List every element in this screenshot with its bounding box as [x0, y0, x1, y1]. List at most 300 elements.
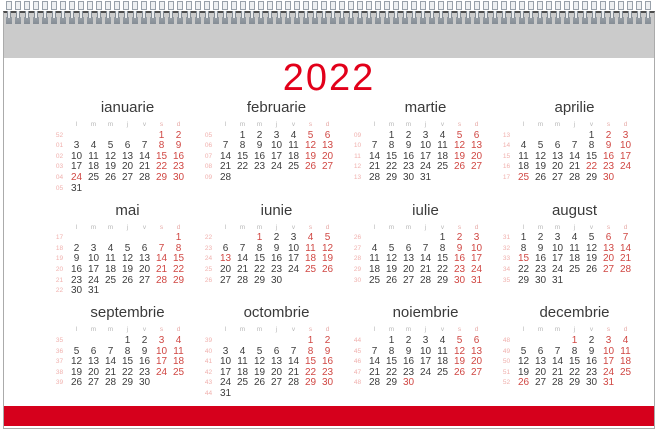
day-header: j: [573, 326, 576, 334]
day-cell: [366, 336, 383, 347]
day-cell: 22: [385, 161, 398, 173]
day-header: m: [554, 121, 561, 128]
day-cell: [302, 389, 319, 400]
day-cell: 15: [385, 356, 398, 368]
day-cell: 22: [172, 264, 185, 276]
day-cell: 3: [73, 140, 80, 152]
month-grid: [498, 223, 634, 287]
day-cell: 9: [588, 345, 595, 357]
day-cell: 15: [236, 150, 249, 162]
day-cell: 15: [121, 356, 134, 368]
day-cell: 3: [290, 232, 297, 244]
day-cell: 8: [256, 242, 263, 254]
week-number: 44: [353, 336, 362, 344]
month-septembrie: [51, 303, 187, 406]
day-cell: 3: [422, 129, 429, 141]
wire-loop: [123, 0, 129, 25]
month-noiembrie: [349, 303, 485, 406]
month-title: ianuarie: [100, 99, 155, 116]
month-grid: [51, 223, 187, 297]
day-header: m: [405, 223, 412, 231]
day-cell: [68, 336, 85, 347]
wire-loop: [96, 0, 102, 25]
day-cell: 21: [138, 161, 151, 173]
week-number-header: [200, 223, 217, 234]
calendar-sheet: [3, 11, 655, 429]
day-cell: 28: [419, 274, 432, 286]
day-header: s: [606, 326, 611, 334]
day-header: l: [224, 326, 227, 334]
day-header: m: [90, 121, 97, 128]
day-cell: 18: [517, 161, 530, 173]
day-cell: 6: [405, 242, 412, 254]
day-cell: 2: [537, 232, 544, 244]
day-cell: 10: [551, 242, 564, 254]
day-cell: 18: [619, 356, 632, 368]
wire-loop: [573, 0, 579, 25]
day-cell: [600, 276, 617, 287]
day-cell: 24: [87, 274, 100, 286]
day-cell: 8: [388, 345, 395, 357]
day-cell: 28: [568, 171, 581, 183]
month-title: iulie: [412, 201, 439, 219]
week-number: 13: [353, 173, 362, 181]
week-number: 39: [55, 379, 64, 387]
day-cell: 28: [287, 377, 300, 389]
month-grid: [349, 325, 485, 389]
day-cell: 29: [385, 171, 398, 183]
wire-loop: [303, 0, 309, 25]
week-number: 01: [55, 142, 64, 150]
wire-loop: [600, 0, 606, 25]
day-header: j: [424, 223, 427, 231]
day-cell: 2: [256, 129, 263, 141]
day-header: v: [291, 326, 296, 334]
day-cell: [136, 286, 153, 297]
week-number: 24: [204, 255, 213, 263]
day-cell: 9: [73, 253, 80, 265]
day-header: j: [275, 326, 278, 334]
day-cell: [285, 389, 302, 400]
day-cell: 7: [141, 140, 148, 152]
day-header: d: [474, 326, 479, 334]
day-cell: 22: [121, 366, 134, 378]
day-cell: [217, 336, 234, 347]
day-header: d: [623, 223, 628, 231]
day-cell: 20: [138, 264, 151, 276]
day-cell: 28: [138, 171, 151, 183]
day-cell: 18: [436, 150, 449, 162]
day-cell: [234, 173, 251, 184]
day-cell: 9: [456, 242, 463, 254]
day-cell: 4: [439, 334, 446, 346]
day-cell: 17: [470, 253, 483, 265]
wire-loop: [465, 0, 471, 25]
wire-loop: [78, 0, 84, 25]
day-cell: 14: [419, 253, 432, 265]
day-cell: 18: [287, 150, 300, 162]
day-cell: 28: [619, 264, 632, 276]
day-cell: 23: [270, 264, 283, 276]
day-cell: 9: [324, 345, 331, 357]
day-cell: 13: [402, 253, 415, 265]
day-cell: 1: [124, 334, 131, 346]
day-cell: 12: [517, 356, 530, 368]
day-cell: 21: [287, 366, 300, 378]
week-number: 04: [55, 173, 64, 181]
day-cell: 24: [619, 161, 632, 173]
day-cell: 20: [270, 366, 283, 378]
day-header: s: [159, 326, 164, 334]
day-cell: 22: [517, 264, 530, 276]
day-header: d: [474, 121, 479, 128]
day-cell: 5: [307, 129, 314, 141]
day-cell: 7: [290, 345, 297, 357]
week-number: 49: [502, 347, 511, 355]
day-cell: [119, 184, 136, 195]
day-cell: 7: [371, 140, 378, 152]
day-cell: 28: [236, 274, 249, 286]
day-cell: 15: [517, 253, 530, 265]
day-cell: 8: [588, 140, 595, 152]
wire-loop: [240, 0, 246, 25]
day-cell: 8: [124, 345, 131, 357]
day-header: m: [388, 326, 395, 334]
week-number: 16: [502, 163, 511, 171]
day-cell: 13: [121, 150, 134, 162]
week-number: 10: [353, 142, 362, 150]
wire-loop: [168, 0, 174, 25]
wire-loop: [636, 0, 642, 25]
week-number: 20: [55, 266, 64, 274]
day-cell: 16: [138, 356, 151, 368]
day-cell: 30: [70, 285, 83, 297]
day-cell: [549, 336, 566, 347]
day-cell: 20: [219, 264, 232, 276]
day-cell: 23: [585, 366, 598, 378]
day-header: l: [522, 223, 525, 231]
day-cell: 13: [138, 253, 151, 265]
week-number-header: [349, 223, 366, 234]
day-cell: 25: [104, 274, 117, 286]
wire-loop: [285, 0, 291, 25]
day-header: j: [126, 223, 129, 231]
day-cell: [451, 173, 468, 184]
day-cell: 14: [368, 356, 381, 368]
day-cell: 18: [172, 356, 185, 368]
day-cell: 1: [520, 232, 527, 244]
day-header: m: [256, 326, 263, 334]
day-header: j: [275, 223, 278, 231]
day-header: s: [159, 121, 164, 128]
day-cell: 10: [602, 345, 615, 357]
week-number: 30: [353, 276, 362, 284]
day-cell: [285, 276, 302, 287]
day-cell: 27: [270, 377, 283, 389]
day-cell: 18: [104, 264, 117, 276]
day-cell: 2: [456, 232, 463, 244]
day-cell: 16: [602, 150, 615, 162]
day-cell: [119, 286, 136, 297]
day-cell: [102, 184, 119, 195]
day-cell: 29: [385, 377, 398, 389]
day-cell: 17: [602, 356, 615, 368]
day-cell: 6: [90, 345, 97, 357]
day-cell: [85, 184, 102, 195]
wire-loop: [402, 0, 408, 25]
wire-loop: [384, 0, 390, 25]
day-header: l: [75, 326, 78, 334]
week-number: 26: [353, 234, 362, 242]
day-cell: 17: [551, 253, 564, 265]
day-cell: 23: [402, 161, 415, 173]
day-cell: 8: [158, 140, 165, 152]
day-cell: 8: [571, 345, 578, 357]
day-cell: 16: [172, 150, 185, 162]
day-cell: 8: [388, 140, 395, 152]
day-cell: 17: [419, 150, 432, 162]
day-cell: [468, 378, 485, 389]
week-number-header: [200, 120, 217, 131]
day-cell: 21: [368, 366, 381, 378]
day-header: l: [75, 121, 78, 128]
day-cell: 11: [88, 150, 99, 162]
day-cell: 14: [219, 150, 232, 162]
day-cell: 17: [287, 253, 300, 265]
day-header: s: [308, 121, 313, 128]
day-header: m: [256, 121, 263, 128]
day-cell: 26: [517, 377, 530, 389]
day-cell: [319, 276, 336, 287]
day-cell: 4: [371, 242, 378, 254]
day-cell: 20: [602, 253, 615, 265]
week-number: 02: [55, 152, 64, 160]
month-grid: [200, 325, 336, 399]
day-cell: 19: [385, 264, 398, 276]
day-cell: 9: [405, 345, 412, 357]
day-cell: 22: [585, 161, 598, 173]
day-cell: 6: [554, 140, 561, 152]
day-cell: 4: [290, 129, 297, 141]
day-cell: 29: [121, 377, 134, 389]
day-cell: 16: [585, 356, 598, 368]
week-number: 52: [502, 379, 511, 387]
day-cell: 26: [253, 377, 266, 389]
day-cell: 16: [321, 356, 334, 368]
day-cell: 9: [405, 140, 412, 152]
day-cell: [251, 173, 268, 184]
day-cell: 13: [87, 356, 100, 368]
day-cell: 14: [104, 356, 117, 368]
day-cell: 26: [321, 264, 334, 276]
day-header: m: [388, 121, 395, 128]
week-number: 25: [204, 266, 213, 274]
day-cell: [434, 378, 451, 389]
day-cell: 14: [138, 150, 151, 162]
day-cell: 25: [87, 171, 100, 183]
day-cell: [285, 336, 302, 347]
month-decembrie: [498, 303, 634, 406]
day-cell: 13: [219, 253, 232, 265]
week-number: 21: [55, 276, 64, 284]
wire-loop: [213, 0, 219, 25]
day-cell: 6: [473, 334, 480, 346]
week-number: 35: [502, 276, 511, 284]
week-number-header: [498, 325, 515, 336]
day-cell: 9: [537, 242, 544, 254]
day-cell: [617, 378, 634, 389]
day-cell: 10: [270, 140, 283, 152]
day-cell: 10: [287, 242, 300, 254]
day-cell: 22: [236, 161, 249, 173]
day-cell: 25: [517, 171, 530, 183]
day-cell: [234, 389, 251, 400]
day-cell: 19: [585, 253, 598, 265]
day-header: v: [142, 121, 147, 128]
day-cell: 19: [453, 150, 466, 162]
day-cell: 30: [602, 171, 615, 183]
wire-loop: [546, 0, 552, 25]
day-cell: 14: [155, 253, 168, 265]
week-number: 14: [502, 142, 511, 150]
wire-loop: [6, 0, 12, 25]
day-cell: 7: [622, 232, 629, 244]
day-cell: 5: [456, 334, 463, 346]
week-number: 17: [502, 173, 511, 181]
wire-loop: [357, 0, 363, 25]
day-cell: 24: [219, 377, 232, 389]
day-cell: 23: [172, 161, 185, 173]
day-cell: 2: [405, 334, 412, 346]
day-cell: [251, 336, 268, 347]
day-cell: [251, 389, 268, 400]
day-header: m: [554, 326, 561, 334]
day-cell: 16: [453, 253, 466, 265]
day-cell: 28: [368, 377, 381, 389]
day-cell: 3: [622, 129, 629, 141]
day-cell: 5: [256, 345, 263, 357]
month-grid: [51, 120, 187, 194]
day-header: v: [589, 326, 594, 334]
day-cell: 10: [470, 242, 483, 254]
day-cell: [153, 378, 170, 389]
day-cell: 10: [87, 253, 100, 265]
wire-loop: [231, 0, 237, 25]
day-cell: 7: [107, 345, 114, 357]
week-number: 03: [55, 163, 64, 171]
day-cell: 3: [605, 334, 612, 346]
day-cell: 2: [324, 334, 331, 346]
day-cell: 2: [588, 334, 595, 346]
year-title: 2022: [282, 57, 376, 99]
wire-loop: [24, 0, 30, 25]
wire-loop: [519, 0, 525, 25]
day-header: m: [537, 223, 544, 231]
day-cell: 31: [419, 171, 432, 183]
day-cell: 25: [287, 161, 300, 173]
week-number: 13: [502, 131, 511, 139]
day-cell: 23: [253, 161, 266, 173]
day-cell: 5: [324, 232, 331, 244]
month-grid: [349, 120, 485, 184]
wire-loop: [348, 0, 354, 25]
day-cell: 21: [368, 161, 381, 173]
day-header: s: [159, 223, 164, 231]
day-cell: 22: [385, 366, 398, 378]
wire-loop: [204, 0, 210, 25]
day-cell: 1: [588, 129, 595, 141]
day-header: d: [325, 223, 330, 231]
day-cell: 4: [439, 129, 446, 141]
wire-loop: [258, 0, 264, 25]
week-number: 05: [204, 131, 213, 139]
day-cell: 24: [551, 264, 564, 276]
day-header: l: [373, 326, 376, 334]
week-number: 09: [204, 173, 213, 181]
day-cell: 7: [571, 140, 578, 152]
day-cell: 10: [619, 140, 632, 152]
wire-loop: [591, 0, 597, 25]
day-cell: 27: [321, 161, 334, 173]
day-cell: 14: [619, 242, 632, 254]
day-cell: 16: [253, 150, 266, 162]
day-cell: 19: [104, 161, 117, 173]
day-cell: [170, 286, 187, 297]
day-cell: 31: [87, 285, 100, 297]
day-cell: 4: [307, 232, 314, 244]
month-grid: [200, 120, 336, 184]
day-cell: 6: [324, 129, 331, 141]
day-cell: 17: [87, 264, 100, 276]
day-cell: 14: [568, 150, 581, 162]
day-cell: 12: [453, 140, 466, 152]
week-number: 32: [502, 244, 511, 252]
day-cell: 3: [158, 334, 165, 346]
wire-loop: [429, 0, 435, 25]
day-cell: 29: [585, 171, 598, 183]
day-cell: 11: [369, 253, 380, 265]
day-header: s: [606, 121, 611, 128]
day-cell: 16: [402, 150, 415, 162]
day-cell: 13: [470, 345, 483, 357]
week-number: 05: [55, 184, 64, 192]
wire-loop: [186, 0, 192, 25]
month-iulie: [349, 201, 485, 304]
day-cell: 20: [470, 356, 483, 368]
day-cell: 24: [287, 264, 300, 276]
day-cell: 18: [304, 253, 317, 265]
spiral-binding: [6, 0, 652, 25]
day-cell: 17: [155, 356, 168, 368]
wire-loop: [150, 0, 156, 25]
day-cell: 20: [534, 366, 547, 378]
wire-loop: [105, 0, 111, 25]
day-cell: 13: [270, 356, 283, 368]
day-header: d: [623, 326, 628, 334]
day-cell: 9: [175, 140, 182, 152]
day-cell: 1: [571, 334, 578, 346]
month-title: martie: [404, 99, 447, 116]
week-number: 45: [353, 347, 362, 355]
day-cell: 11: [288, 140, 299, 152]
day-cell: 4: [175, 334, 182, 346]
wire-loop: [312, 0, 318, 25]
day-cell: 16: [534, 253, 547, 265]
wire-loop: [87, 0, 93, 25]
day-cell: 26: [104, 171, 117, 183]
week-number: 23: [204, 244, 213, 252]
wire-loop: [177, 0, 183, 25]
